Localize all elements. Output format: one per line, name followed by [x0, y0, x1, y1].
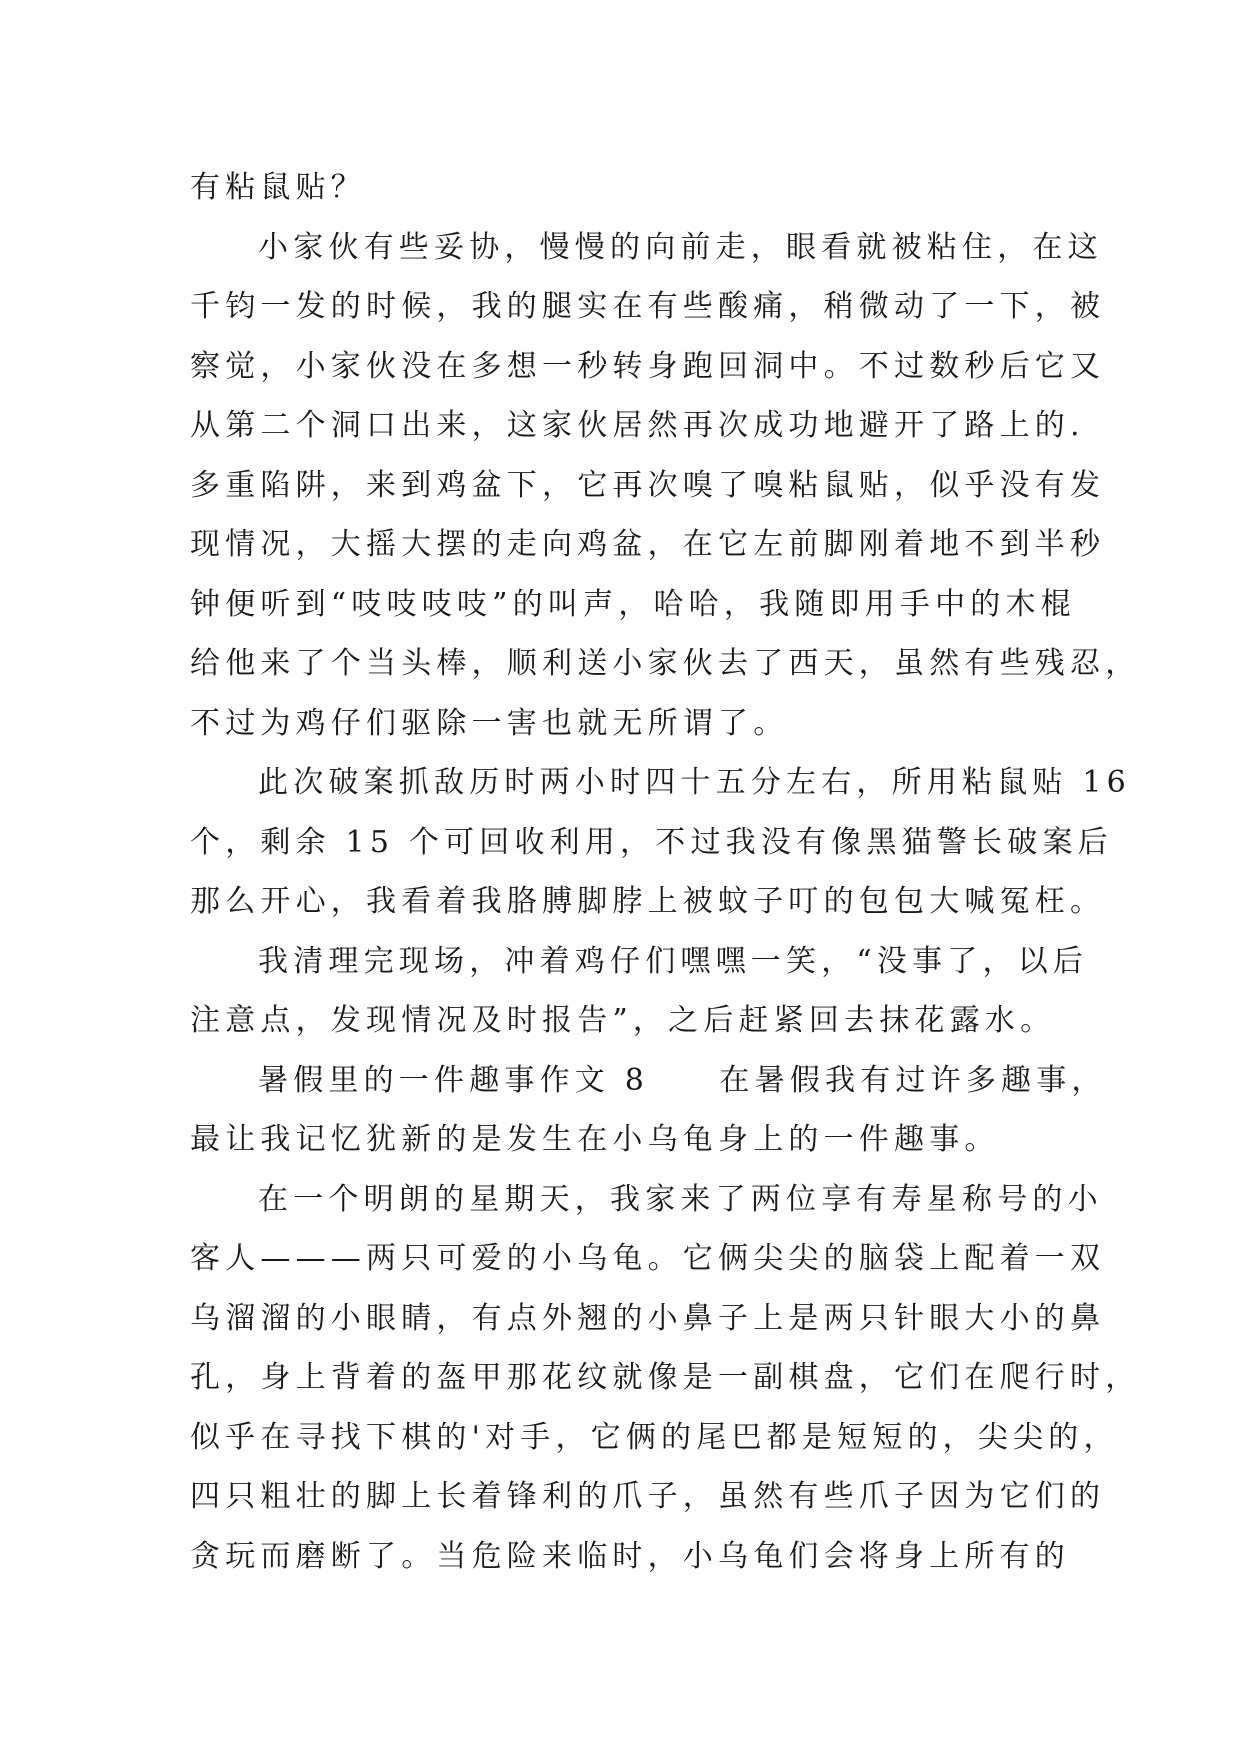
text-line: 贪玩而磨断了。当危险来临时，小乌龟们会将身上所有的 [190, 1538, 1070, 1574]
text-line: 给他来了个当头棒，顺利送小家伙去了西天，虽然有些残忍， [190, 646, 1141, 681]
text-line: 在一个明朗的星期天，我家来了两位享有寿星称号的小 [258, 1181, 1103, 1217]
text-line: 千钧一发的时候，我的腿实在有些酸痛，稍微动了一下，被 [190, 289, 1106, 324]
text-line: 那么开心，我看着我胳膊脚脖上被蚊子叮的包包大喊冤枉。 [190, 884, 1106, 919]
text-line: 最让我记忆犹新的是发生在小乌龟身上的一件趣事。 [190, 1122, 1000, 1157]
text-line: 乌溜溜的小眼睛，有点外翘的小鼻子上是两只针眼大小的鼻 [190, 1300, 1106, 1336]
text-line: 暑假里的一件趣事作文 8 在暑假我有过许多趣事， [258, 1062, 1107, 1098]
text-line: 个，剩余 15 个可回收利用，不过我没有像黑猫警长破案后 [190, 824, 1113, 860]
text-line: 小家伙有些妥协，慢慢的向前走，眼看就被粘住，在这 [258, 229, 1103, 265]
text-line: 现情况，大摇大摆的走向鸡盆，在它左前脚刚着地不到半秒 [190, 527, 1106, 562]
body-text [190, 158, 1141, 1586]
text-line: 不过为鸡仔们驱除一害也就无所谓了。 [190, 705, 789, 741]
text-line: 钟便听到“吱吱吱吱”的叫声，哈哈，我随即用手中的木棍 [190, 586, 1076, 622]
text-line: 我清理完现场，冲着鸡仔们嘿嘿一笑，“没事了，以后 [258, 943, 1089, 979]
text-line: 有粘鼠贴？ [190, 170, 366, 205]
text-line: 注意点，发现情况及时报告”，之后赶紧回去抹花露水。 [190, 1003, 1056, 1038]
text-line: 孔，身上背着的盔甲那花纹就像是一副棋盘，它们在爬行时， [190, 1360, 1141, 1395]
text-line: 四只粗壮的脚上长着锋利的爪子，虽然有些爪子因为它们的 [190, 1479, 1106, 1514]
text-line: 似乎在寻找下棋的'对手，它俩的尾巴都是短短的，尖尖的， [190, 1419, 1119, 1455]
text-line: 察觉，小家伙没在多想一秒转身跑回洞中。不过数秒后它又 [190, 348, 1106, 384]
text-line: 从第二个洞口出来，这家伙居然再次成功地避开了路上的. [190, 408, 1085, 443]
text-line: 客人———两只可爱的小乌龟。它俩尖尖的脑袋上配着一双 [190, 1241, 1106, 1276]
text-line: 多重陷阱，来到鸡盆下，它再次嗅了嗅粘鼠贴，似乎没有发 [190, 467, 1106, 503]
text-line: 此次破案抓敌历时两小时四十五分左右，所用粘鼠贴 16 [258, 765, 1131, 800]
